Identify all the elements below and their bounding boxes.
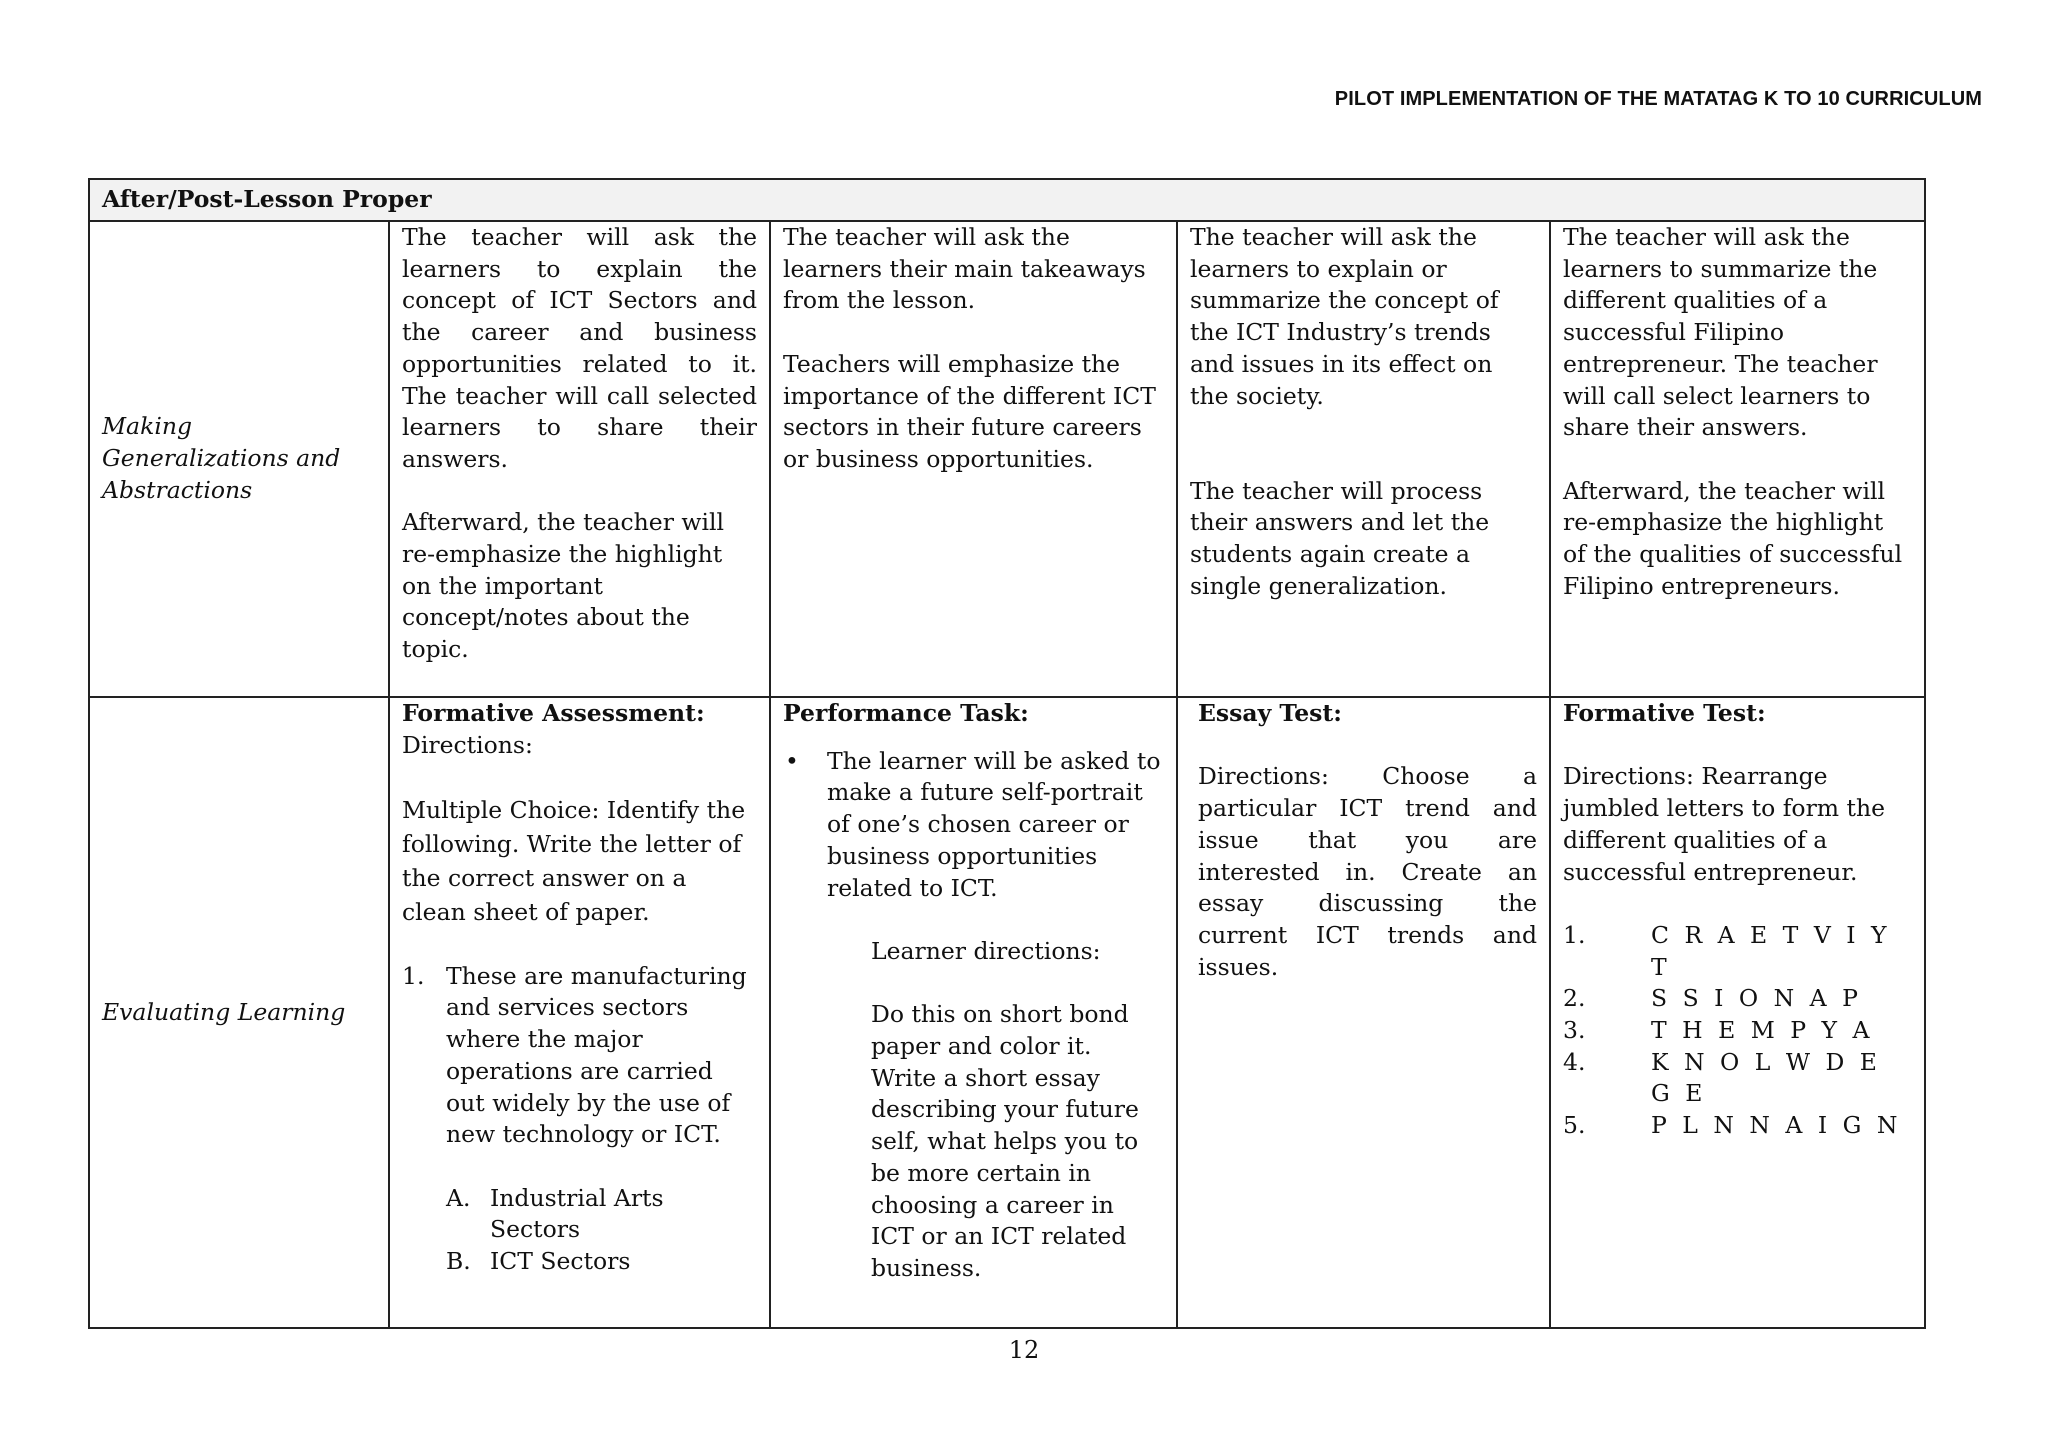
bullet-item [783,746,1164,905]
essay-directions: Directions: Choose a particular ICT trend and issue that you are interested in. Create an essay discussing the current ICT trends and issues. [1198,762,1537,981]
generalization-cell-3 [1177,221,1550,697]
list-item [1563,920,1912,983]
option-text: Industrial Arts Sectors [490,1183,664,1244]
page-number: 12 [1008,1336,1040,1364]
evaluation-cell-2 [770,697,1177,1328]
evaluation-cell-1 [389,697,770,1328]
cell-paragraph: Afterward, the teacher will re-emphasize the highlight of the qualities of successful Filipino entrepreneurs. [1563,476,1903,600]
item-number: 2. [1563,984,1586,1013]
lesson-plan-table [88,178,1926,1329]
cell-paragraph: The teacher will ask the learners to explain the concept of ICT Sectors and the career and business opportunities related to it. The teacher will call selected learners to share their answers. [402,223,757,473]
jumbled-word: K N O L W D E G E [1651,1047,1881,1108]
generalization-cell-2 [770,221,1177,697]
row-label-evaluating: Evaluating Learning [89,697,389,1328]
cell-paragraph: Teachers will emphasize the importance of the different ICT sectors in their future careers or business opportunities. [783,349,1156,473]
item-number: 3. [1563,1016,1586,1044]
task-description: Do this on short bond paper and color it. Write a short essay describing your future self, what helps you to be more certain in choosing a career in ICT or an ICT related business. [871,1000,1139,1282]
performance-task-heading: Performance Task: [783,699,1029,727]
formative-test-directions: Directions: Rearrange jumbled letters to form the different qualities of a successful entrepreneur. [1563,762,1886,886]
section-title: After/Post-Lesson Proper [89,179,1925,221]
option-letter: A. [446,1183,471,1212]
jumbled-word: S S I O N A P [1651,984,1862,1013]
row-label-generalizations: Making Generalizations and Abstractions [89,221,389,697]
answer-option [402,1246,757,1278]
bullet-icon: • [785,746,799,775]
jumbled-letters-list [1563,920,1912,1142]
evaluation-cell-3 [1177,697,1550,1328]
question-item [402,961,757,1151]
item-number: 5. [1563,1111,1586,1140]
bullet-text: The learner will be asked to make a future self-portrait of one’s chosen career or business opportunities related to ICT. [827,746,1161,902]
table-row [89,697,1925,1328]
list-item [1563,1015,1912,1047]
directions-label: Directions: [402,730,533,759]
learner-directions-label: Learner directions: [871,936,1101,965]
cell-paragraph: The teacher will ask the learners to explain or summarize the concept of the ICT Industry’s trends and issues in its effect on the society. [1190,223,1499,410]
cell-paragraph: Afterward, the teacher will re-emphasize the highlight on the important concept/notes about the topic. [402,508,725,664]
item-number: 1. [1563,920,1586,949]
table-row [89,221,1925,697]
cell-paragraph: The teacher will ask the learners to summarize the different qualities of a successful Filipino entrepreneur. The teacher will call select learners to share their answers. [1563,223,1878,442]
jumbled-word: C R A E T V I Y T [1651,920,1891,981]
cell-paragraph: The teacher will ask the learners their main takeaways from the lesson. [783,223,1146,315]
evaluation-cell-4 [1550,697,1925,1328]
list-item [1563,1110,1912,1142]
jumbled-word: P L N N A I G N [1651,1111,1902,1140]
essay-test-heading: Essay Test: [1198,699,1342,727]
list-item [1563,1047,1912,1110]
question-number: 1. [402,961,425,990]
generalization-cell-4 [1550,221,1925,697]
option-letter: B. [446,1247,471,1276]
question-text: These are manufacturing and services sectors where the major operations are carried out widely by the use of new technology or ICT. [446,961,747,1149]
document-header: PILOT IMPLEMENTATION OF THE MATATAG K TO 10 CURRICULUM [1334,88,1982,110]
jumbled-word: T H E M P Y A [1651,1016,1874,1044]
answer-option [402,1183,757,1246]
section-header-row [89,179,1925,221]
multiple-choice-instructions: Multiple Choice: Identify the following. Write the letter of the correct answer on a clean sheet of paper. [402,796,746,927]
cell-paragraph: The teacher will process their answers and let the students again create a single generalization. [1190,476,1490,600]
item-number: 4. [1563,1047,1586,1076]
generalization-cell-1 [389,221,770,697]
option-text: ICT Sectors [490,1247,631,1276]
formative-test-heading: Formative Test: [1563,699,1766,727]
formative-assessment-heading: Formative Assessment: [402,699,705,727]
list-item [1563,983,1912,1015]
